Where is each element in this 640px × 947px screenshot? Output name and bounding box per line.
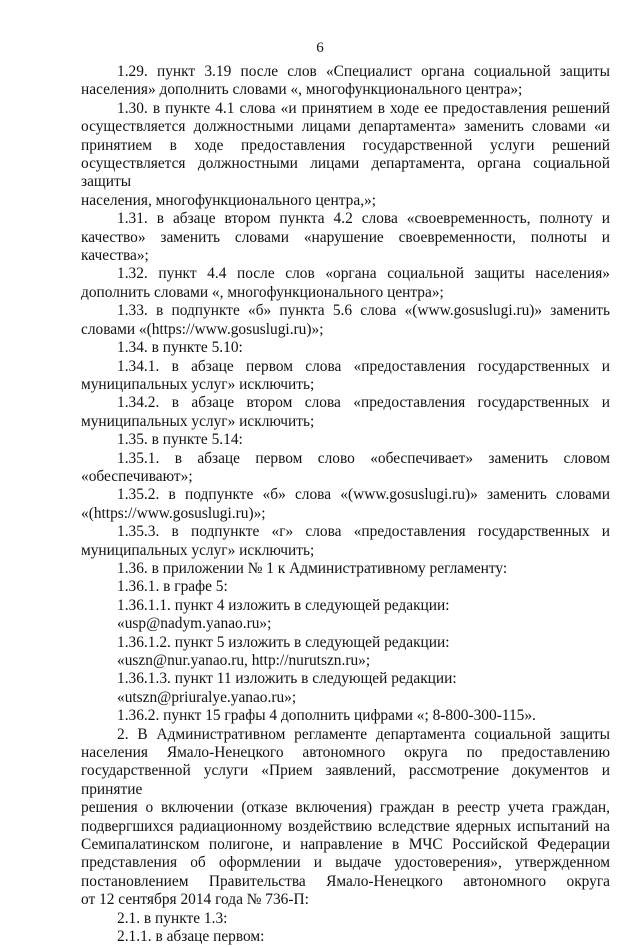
paragraph-line: 1.30. в пункте 4.1 слова «и принятием в ходе ее предоставления решений xyxy=(117,99,610,117)
paragraph-line: качество» заменить словами «нарушение своевременности, полноты и качества»; xyxy=(81,228,610,265)
paragraph-line: 1.35.2. в подпункте «б» слова «(www.gosuslugi.ru)» заменить словами xyxy=(117,486,610,504)
paragraph-line: населения» дополнить словами «, многофункционального центра»; xyxy=(81,81,523,99)
paragraph-line: дополнить словами «, многофункционального центра»; xyxy=(81,283,444,301)
paragraph-line: 1.36.2. пункт 15 графы 4 дополнить цифрами «; 8-800-300-115». xyxy=(117,707,536,725)
paragraph-line: решения о включении (отказе включения) граждан в реестр учета граждан, xyxy=(81,799,610,817)
paragraph-line: 2.1.1. в абзаце первом: xyxy=(117,928,265,946)
document-body xyxy=(81,63,610,947)
paragraph-line: подвергшихся радиационному воздействию вследствие ядерных испытаний на xyxy=(81,817,610,835)
paragraph-line: «usp@nadym.yanao.ru»; xyxy=(117,615,272,633)
paragraph-line: 2. В Административном регламенте департамента социальной защиты xyxy=(117,725,610,743)
paragraph-line: 2.1. в пункте 1.3: xyxy=(117,909,228,927)
paragraph-line: муниципальных услуг» исключить; xyxy=(81,375,315,393)
paragraph-line: осуществляется должностными лицами департамента, органа социальной защиты xyxy=(81,155,610,191)
paragraph-line: 1.36.1. в графе 5: xyxy=(117,578,228,596)
paragraph-line: 1.36.1.1. пункт 4 изложить в следующей редакции: xyxy=(117,596,450,614)
paragraph-line: муниципальных услуг» исключить; xyxy=(81,412,315,430)
paragraph-line: принятием в ходе предоставления государственной услуги решений xyxy=(81,136,610,154)
paragraph-line: 1.32. пункт 4.4 после слов «органа социальной защиты населения» xyxy=(117,265,610,283)
paragraph-line: 1.35. в пункте 5.14: xyxy=(117,431,243,449)
paragraph-line: «обеспечивают»; xyxy=(81,467,193,485)
paragraph-line: населения, многофункционального центра,»; xyxy=(81,191,377,209)
paragraph-line: представления об оформлении и выдаче удостоверения», утвержденном xyxy=(81,854,610,872)
paragraph-line: 1.36. в приложении № 1 к Административному регламенту: xyxy=(117,559,508,577)
paragraph-line: постановлением Правительства Ямало-Ненецкого автономного округа xyxy=(81,872,610,890)
paragraph-line: от 12 сентября 2014 года № 736-П: xyxy=(81,891,309,909)
page-number: 6 xyxy=(316,40,324,56)
paragraph-line: 1.35.1. в абзаце первом слово «обеспечивает» заменить словом xyxy=(117,449,610,467)
paragraph-line: 1.35.3. в подпункте «г» слова «предоставления государственных и xyxy=(117,523,610,541)
paragraph-line: Семипалатинском полигоне, и направление в МЧС Российской Федерации xyxy=(81,836,610,854)
paragraph-line: 1.36.1.2. пункт 5 изложить в следующей редакции: xyxy=(117,633,450,651)
paragraph-line: 1.36.1.3. пункт 11 изложить в следующей редакции: xyxy=(117,670,457,688)
paragraph-line: «utszn@priuralye.yanao.ru»; xyxy=(117,688,297,706)
paragraph-line: 1.29. пункт 3.19 после слов «Специалист органа социальной защиты xyxy=(117,63,610,80)
paragraph-line: 1.34. в пункте 5.10: xyxy=(117,339,243,357)
paragraph-line: осуществляется должностными лицами департамента» заменить словами «и xyxy=(81,118,610,136)
paragraph-line: 1.34.1. в абзаце первом слова «предоставления государственных и xyxy=(117,357,610,375)
paragraph-line: населения Ямало-Ненецкого автономного округа по предоставлению xyxy=(81,744,610,762)
paragraph-line: словами «(https://www.gosuslugi.ru)»; xyxy=(81,320,324,338)
paragraph-line: «uszn@nur.yanao.ru, http://nurutszn.ru»; xyxy=(117,652,371,669)
paragraph-line: муниципальных услуг» исключить; xyxy=(81,541,315,559)
paragraph-line: 1.33. в подпункте «б» пункта 5.6 слова «(www.gosuslugi.ru)» заменить xyxy=(117,302,610,320)
paragraph-line: 1.34.2. в абзаце втором слова «предоставления государственных и xyxy=(117,394,610,412)
paragraph-line: 1.31. в абзаце втором пункта 4.2 слова «своевременность, полноту и xyxy=(117,210,610,228)
paragraph-line: государственной услуги «Прием заявлений, рассмотрение документов и принятие xyxy=(81,762,610,798)
paragraph-line: «(https://www.gosuslugi.ru)»; xyxy=(81,504,266,522)
